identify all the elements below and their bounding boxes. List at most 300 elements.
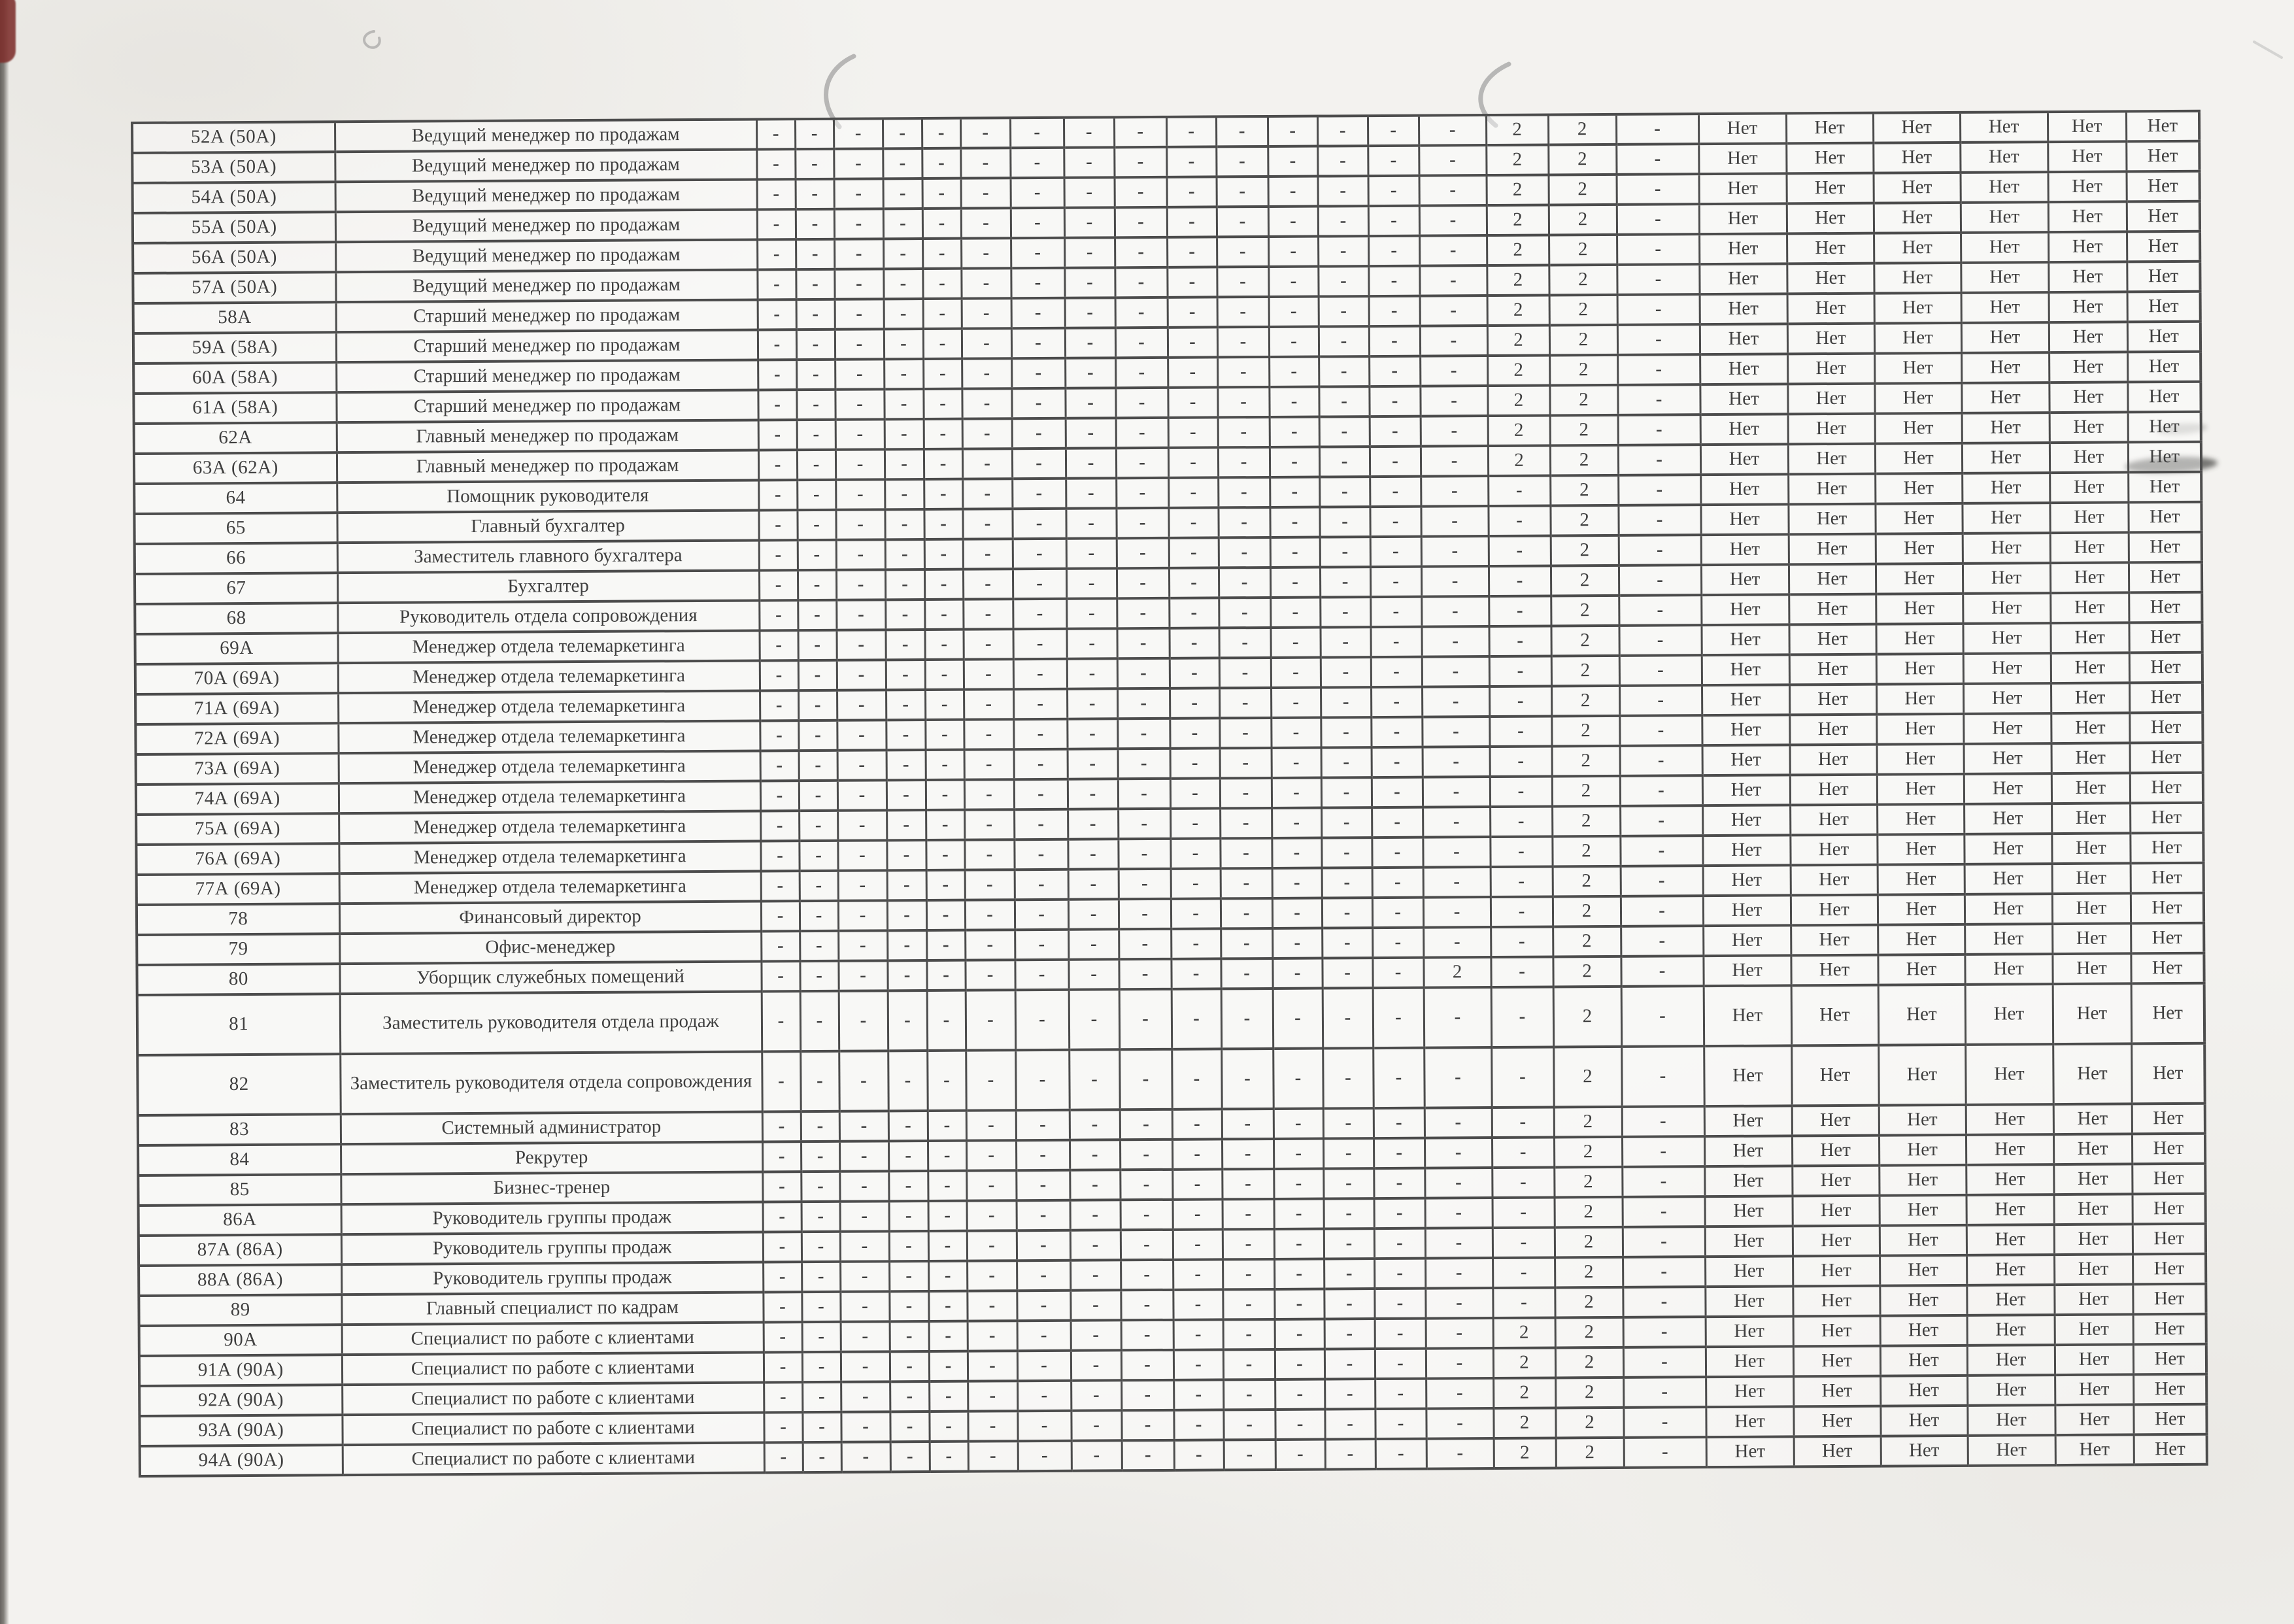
dash-cell: - <box>888 1111 928 1141</box>
no-cell: Нет <box>1967 1375 2055 1406</box>
dash-cell: - <box>760 781 799 811</box>
dash-cell: - <box>763 1292 801 1322</box>
dash-cell: - <box>1319 477 1370 507</box>
no-cell: Нет <box>2054 1254 2133 1285</box>
dash-cell: - <box>1621 1046 1704 1107</box>
no-cell: Нет <box>1878 864 1965 895</box>
no-cell: Нет <box>1794 1436 1881 1467</box>
dash-cell: - <box>795 149 834 179</box>
dash-cell: - <box>1375 1439 1426 1469</box>
dash-cell: - <box>1274 1169 1323 1199</box>
row-number-cell: 63А (62А) <box>134 452 337 484</box>
no-cell: Нет <box>1702 835 1790 866</box>
job-title-cell: Менеджер отдела телемаркетинга <box>338 630 760 663</box>
dash-cell: - <box>1216 146 1268 177</box>
dash-cell: - <box>800 1051 839 1111</box>
dash-cell: - <box>797 450 835 480</box>
no-cell: Нет <box>1965 954 2052 985</box>
dash-cell: - <box>1324 1349 1375 1379</box>
count-cell: 2 <box>1555 1317 1623 1348</box>
dash-cell: - <box>1223 1199 1274 1229</box>
dash-cell: - <box>1114 117 1166 147</box>
dash-cell: - <box>1275 1410 1324 1440</box>
dash-cell: - <box>1013 599 1066 629</box>
dash-cell: - <box>1219 628 1270 658</box>
dash-cell: - <box>1168 327 1217 357</box>
dash-cell: - <box>1017 1200 1070 1230</box>
dash-cell: - <box>886 690 925 720</box>
dash-cell: - <box>1268 146 1317 177</box>
dash-cell: - <box>1273 989 1323 1049</box>
dash-cell: - <box>1272 958 1322 989</box>
dash-cell: - <box>929 1412 968 1442</box>
dash-cell: - <box>883 118 922 148</box>
count-cell: 2 <box>1549 265 1617 296</box>
dash-cell: - <box>964 659 1013 689</box>
dash-cell: - <box>1319 296 1369 326</box>
dash-cell: - <box>1621 896 1703 926</box>
no-cell: Нет <box>1966 1134 2053 1165</box>
no-cell: Нет <box>2129 532 2202 563</box>
dash-cell: - <box>1012 448 1066 479</box>
dash-cell: - <box>1623 1347 1706 1378</box>
dash-cell: - <box>1016 1140 1070 1170</box>
count-cell: 2 <box>1549 205 1617 235</box>
dash-cell: - <box>836 630 885 660</box>
dash-cell: - <box>761 931 800 961</box>
job-title-cell: Заместитель руководителя отдела продаж <box>340 991 762 1054</box>
dash-cell: - <box>835 419 885 449</box>
dash-cell: - <box>1070 1140 1120 1170</box>
dash-cell: - <box>1420 386 1487 416</box>
dash-cell: - <box>1621 956 1703 987</box>
dash-cell: - <box>1421 446 1488 477</box>
dash-cell: - <box>1423 777 1490 807</box>
dash-cell: - <box>758 330 796 360</box>
no-cell: Нет <box>2133 1254 2206 1285</box>
dash-cell: - <box>1217 237 1268 267</box>
no-cell: Нет <box>1874 203 1961 233</box>
dash-cell: - <box>1173 1229 1223 1259</box>
dash-cell: - <box>884 389 923 419</box>
dash-cell: - <box>1319 416 1370 447</box>
dash-cell: - <box>929 1381 968 1412</box>
row-number-cell: 80 <box>137 964 339 995</box>
dash-cell: - <box>756 119 795 149</box>
dash-cell: - <box>964 839 1014 870</box>
count-cell: 2 <box>1549 295 1617 326</box>
row-number-cell: 75А (69А) <box>136 813 339 845</box>
count-cell: 2 <box>1556 1438 1624 1468</box>
no-cell: Нет <box>1965 984 2053 1045</box>
dash-cell: - <box>1369 356 1420 386</box>
dash-cell: - <box>926 930 965 960</box>
count-cell: 2 <box>1423 957 1491 988</box>
dash-cell: - <box>1013 659 1067 689</box>
no-cell: Нет <box>1961 322 2049 353</box>
dash-cell: - <box>1218 447 1270 477</box>
dash-cell: - <box>1323 988 1374 1048</box>
no-cell: Нет <box>1964 773 2051 804</box>
dash-cell: - <box>1423 747 1490 777</box>
dash-cell: - <box>924 479 962 509</box>
dash-cell: - <box>966 1050 1016 1110</box>
no-cell: Нет <box>1960 172 2048 203</box>
dash-cell: - <box>799 781 837 811</box>
dash-cell: - <box>1369 386 1420 416</box>
dash-cell: - <box>1173 1259 1223 1289</box>
dash-cell: - <box>1070 1230 1121 1260</box>
no-cell: Нет <box>2131 983 2205 1044</box>
dash-cell: - <box>1619 655 1702 686</box>
count-cell: 2 <box>1552 836 1620 867</box>
dash-cell: - <box>1066 418 1116 448</box>
dash-cell: - <box>759 540 798 570</box>
no-cell: Нет <box>1968 1435 2055 1466</box>
no-cell: Нет <box>2129 592 2202 623</box>
dash-cell: - <box>883 269 922 299</box>
dash-cell: - <box>1490 746 1552 777</box>
no-cell: Нет <box>1704 985 1792 1046</box>
no-cell: Нет <box>1787 294 1874 324</box>
dash-cell: - <box>800 991 839 1051</box>
no-cell: Нет <box>2049 382 2127 413</box>
row-number-cell: 79 <box>137 934 339 965</box>
dash-cell: - <box>923 389 962 419</box>
dash-cell: - <box>886 840 926 870</box>
dash-cell: - <box>1068 839 1118 869</box>
no-cell: Нет <box>1791 1045 1879 1106</box>
dash-cell: - <box>1223 1319 1275 1349</box>
dash-cell: - <box>835 329 884 359</box>
no-cell: Нет <box>1701 564 1789 595</box>
dash-cell: - <box>967 1260 1017 1291</box>
dash-cell: - <box>1121 1320 1173 1350</box>
dash-cell: - <box>1374 1289 1425 1319</box>
job-title-cell: Менеджер отдела телемаркетинга <box>339 781 760 813</box>
row-number-cell: 54А (50А) <box>133 182 335 213</box>
dash-cell: - <box>885 509 924 539</box>
dash-cell: - <box>1070 1109 1120 1140</box>
dash-cell: - <box>1421 416 1488 447</box>
dash-cell: - <box>1426 1318 1493 1349</box>
dash-cell: - <box>1620 836 1702 866</box>
dash-cell: - <box>1493 1287 1555 1318</box>
no-cell: Нет <box>2127 262 2200 292</box>
count-cell: 2 <box>1551 686 1619 717</box>
no-cell: Нет <box>1880 1225 1966 1256</box>
dash-cell: - <box>1272 898 1322 928</box>
dash-cell: - <box>1064 237 1115 267</box>
no-cell: Нет <box>1790 775 1877 805</box>
job-title-cell: Ведущий менеджер по продажам <box>335 179 757 212</box>
dash-cell: - <box>802 1412 841 1442</box>
dash-cell: - <box>1173 1199 1223 1229</box>
dash-cell: - <box>1015 960 1068 990</box>
job-title-cell: Менеджер отдела телемаркетинга <box>338 720 760 753</box>
dash-cell: - <box>1117 538 1169 568</box>
dash-cell: - <box>1420 296 1487 326</box>
no-cell: Нет <box>1965 894 2052 924</box>
job-title-cell: Старший менеджер по продажам <box>336 360 758 392</box>
dash-cell: - <box>1066 508 1116 538</box>
dash-cell: - <box>1171 868 1221 898</box>
dash-cell: - <box>1490 776 1552 807</box>
dash-cell: - <box>1421 536 1489 567</box>
dash-cell: - <box>1423 867 1491 898</box>
no-cell: Нет <box>1700 354 1787 384</box>
no-cell: Нет <box>1793 1286 1880 1317</box>
dash-cell: - <box>1013 719 1067 749</box>
dash-cell: - <box>1623 1407 1706 1438</box>
no-cell: Нет <box>1878 985 1966 1045</box>
dash-cell: - <box>1369 326 1420 356</box>
dash-cell: - <box>1372 807 1423 837</box>
no-cell: Нет <box>1788 474 1875 505</box>
dash-cell: - <box>1119 1049 1172 1109</box>
no-cell: Нет <box>1700 504 1788 535</box>
row-number-cell: 86А <box>139 1204 341 1236</box>
no-cell: Нет <box>2052 953 2131 984</box>
dash-cell: - <box>1171 958 1221 989</box>
dash-cell: - <box>1618 475 1700 505</box>
dash-cell: - <box>1016 1110 1070 1140</box>
dash-cell: - <box>963 599 1013 629</box>
no-cell: Нет <box>2127 382 2201 413</box>
dash-cell: - <box>1492 1137 1554 1168</box>
dash-cell: - <box>926 780 964 810</box>
dash-cell: - <box>1066 478 1116 508</box>
no-cell: Нет <box>1876 624 1963 654</box>
dash-cell: - <box>1268 207 1318 237</box>
dash-cell: - <box>1173 1410 1223 1440</box>
no-cell: Нет <box>2055 1344 2133 1375</box>
job-title-cell: Помощник руководителя <box>337 480 758 513</box>
count-cell: 2 <box>1487 265 1549 296</box>
dash-cell: - <box>1493 1197 1555 1228</box>
dash-cell: - <box>1369 296 1420 326</box>
no-cell: Нет <box>2049 442 2128 473</box>
no-cell: Нет <box>1962 443 2049 473</box>
dash-cell: - <box>929 1321 968 1351</box>
dash-cell: - <box>764 1412 802 1442</box>
dash-cell: - <box>966 1140 1016 1170</box>
dash-cell: - <box>1169 628 1219 658</box>
dash-cell: - <box>1617 384 1700 415</box>
dash-cell: - <box>1623 1287 1705 1317</box>
row-number-cell: 52А (50А) <box>132 122 335 153</box>
dash-cell: - <box>924 630 963 660</box>
dash-cell: - <box>841 1381 890 1412</box>
no-cell: Нет <box>1962 503 2049 533</box>
dash-cell: - <box>1623 1317 1706 1347</box>
dash-cell: - <box>1426 1408 1493 1439</box>
no-cell: Нет <box>2049 292 2127 322</box>
no-cell: Нет <box>1699 233 1787 264</box>
dash-cell: - <box>1224 1440 1275 1470</box>
no-cell: Нет <box>1874 323 1961 354</box>
no-cell: Нет <box>1793 1406 1880 1437</box>
dash-cell: - <box>1070 1170 1120 1200</box>
no-cell: Нет <box>1788 444 1875 475</box>
dash-cell: - <box>837 810 886 840</box>
dash-cell: - <box>1275 1349 1324 1379</box>
no-cell: Нет <box>2048 262 2127 292</box>
count-cell: 2 <box>1488 416 1550 447</box>
dash-cell: - <box>1324 1198 1374 1228</box>
dash-cell: - <box>1368 116 1419 146</box>
dash-cell: - <box>963 569 1013 599</box>
dash-cell: - <box>1069 989 1120 1049</box>
count-cell: 2 <box>1549 235 1617 265</box>
dash-cell: - <box>889 1201 928 1231</box>
dash-cell: - <box>1013 629 1066 659</box>
dash-cell: - <box>1170 718 1219 748</box>
no-cell: Нет <box>1792 1106 1879 1136</box>
dash-cell: - <box>834 178 883 209</box>
dash-cell: - <box>1173 1289 1223 1319</box>
row-number-cell: 72А (69А) <box>135 723 338 754</box>
no-cell: Нет <box>1877 744 1964 775</box>
dash-cell: - <box>801 1172 839 1202</box>
no-cell: Нет <box>1963 533 2050 564</box>
no-cell: Нет <box>2132 1164 2205 1194</box>
dash-cell: - <box>1218 417 1270 447</box>
job-title-cell: Специалист по работе с клиентами <box>342 1322 764 1355</box>
dash-cell: - <box>1118 809 1170 839</box>
dash-cell: - <box>1272 748 1321 778</box>
no-cell: Нет <box>1793 1316 1880 1347</box>
dash-cell: - <box>1268 237 1318 267</box>
dash-cell: - <box>1491 866 1553 897</box>
no-cell: Нет <box>1788 504 1875 535</box>
dash-cell: - <box>835 509 885 539</box>
dash-cell: - <box>836 569 885 600</box>
dash-cell: - <box>1170 778 1220 808</box>
job-title-cell: Специалист по работе с клиентами <box>343 1442 764 1475</box>
dash-cell: - <box>1269 387 1319 417</box>
dash-cell: - <box>1489 566 1551 597</box>
no-cell: Нет <box>1876 714 1963 745</box>
dash-cell: - <box>1217 327 1269 357</box>
dash-cell: - <box>761 961 800 991</box>
row-number-cell: 71А (69А) <box>135 693 338 724</box>
dash-cell: - <box>1425 1168 1492 1198</box>
dash-cell: - <box>1421 626 1489 657</box>
no-cell: Нет <box>2128 472 2201 503</box>
dash-cell: - <box>801 1142 839 1172</box>
no-cell: Нет <box>1698 143 1786 174</box>
no-cell: Нет <box>1963 563 2050 594</box>
dash-cell: - <box>1491 926 1553 957</box>
dash-cell: - <box>1066 598 1117 628</box>
no-cell: Нет <box>1963 653 2051 684</box>
job-title-cell: Специалист по работе с клиентами <box>342 1352 764 1385</box>
dash-cell: - <box>1493 1257 1555 1288</box>
no-cell: Нет <box>1877 834 1964 865</box>
dash-cell: - <box>758 420 797 450</box>
dash-cell: - <box>1623 1377 1706 1408</box>
no-cell: Нет <box>1964 804 2051 834</box>
dash-cell: - <box>1621 866 1703 896</box>
dash-cell: - <box>923 299 962 329</box>
no-cell: Нет <box>1878 894 1965 925</box>
no-cell: Нет <box>2128 502 2201 533</box>
dash-cell: - <box>888 1141 928 1171</box>
dash-cell: - <box>1119 959 1171 989</box>
dash-cell: - <box>1220 778 1272 808</box>
no-cell: Нет <box>1880 1285 1966 1316</box>
no-cell: Нет <box>1704 1045 1792 1106</box>
dash-cell: - <box>1617 324 1700 355</box>
dash-cell: - <box>928 1201 967 1231</box>
dash-cell: - <box>924 539 963 569</box>
no-cell: Нет <box>2051 713 2129 743</box>
dash-cell: - <box>888 1171 928 1201</box>
no-cell: Нет <box>2129 652 2202 683</box>
no-cell: Нет <box>2052 863 2131 894</box>
scan-corner-mark <box>0 0 16 63</box>
dash-cell: - <box>889 1291 928 1321</box>
dash-cell: - <box>1321 807 1372 837</box>
dash-cell: - <box>758 480 797 510</box>
no-cell: Нет <box>2130 833 2203 864</box>
no-cell: Нет <box>1880 1406 1967 1436</box>
no-cell: Нет <box>2055 1374 2133 1405</box>
no-cell: Нет <box>2050 622 2129 653</box>
dash-cell: - <box>802 1382 841 1412</box>
dash-cell: - <box>1370 567 1421 597</box>
dash-cell: - <box>1168 507 1218 537</box>
count-cell: 2 <box>1555 1347 1623 1378</box>
no-cell: Нет <box>2049 502 2128 533</box>
dash-cell: - <box>1270 447 1319 477</box>
no-cell: Нет <box>1787 324 1874 354</box>
no-cell: Нет <box>1960 142 2048 173</box>
dash-cell: - <box>1018 1441 1071 1471</box>
dash-cell: - <box>1069 1049 1120 1109</box>
dash-cell: - <box>1068 929 1119 959</box>
dash-cell: - <box>1169 537 1219 567</box>
dash-cell: - <box>1620 805 1702 836</box>
dash-cell: - <box>762 1111 801 1142</box>
no-cell: Нет <box>1701 534 1789 565</box>
dash-cell: - <box>760 841 799 871</box>
dash-cell: - <box>798 690 837 720</box>
no-cell: Нет <box>1881 1436 1968 1466</box>
dash-cell: - <box>883 148 922 178</box>
dash-cell: - <box>1216 116 1268 146</box>
dash-cell: - <box>1275 1379 1324 1410</box>
dash-cell: - <box>962 358 1011 388</box>
dash-cell: - <box>1324 1379 1375 1409</box>
no-cell: Нет <box>2129 683 2202 713</box>
no-cell: Нет <box>1961 292 2049 323</box>
dash-cell: - <box>1422 656 1489 687</box>
dash-cell: - <box>1489 686 1551 717</box>
dash-cell: - <box>1118 779 1170 809</box>
job-title-cell: Системный администратор <box>341 1111 762 1144</box>
dash-cell: - <box>922 148 960 178</box>
count-cell: 2 <box>1487 326 1549 356</box>
dash-cell: - <box>962 509 1012 539</box>
dash-cell: - <box>1068 959 1119 989</box>
dash-cell: - <box>760 690 798 720</box>
dash-cell: - <box>1271 688 1321 718</box>
dash-cell: - <box>926 870 965 900</box>
dash-cell: - <box>1370 416 1421 447</box>
dash-cell: - <box>1010 118 1064 148</box>
